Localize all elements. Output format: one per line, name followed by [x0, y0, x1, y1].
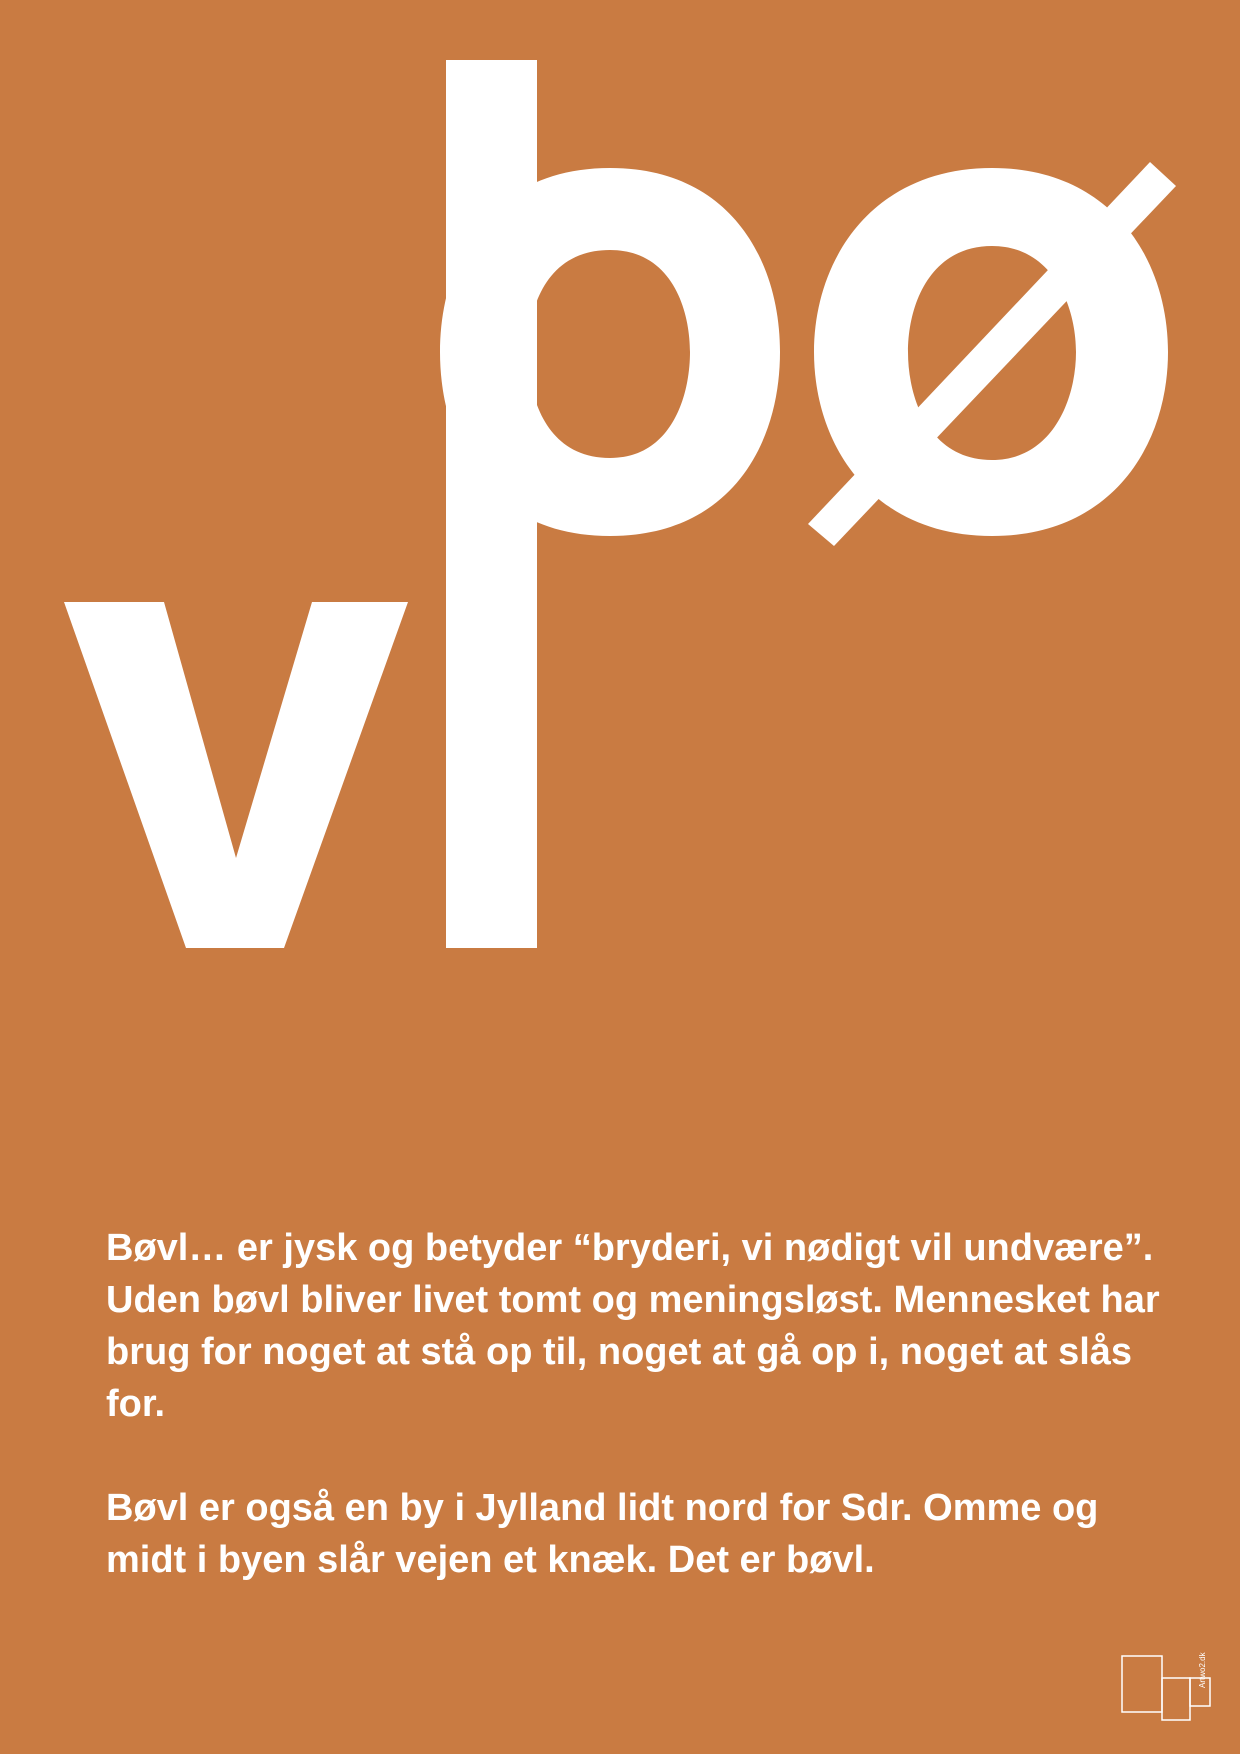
letter-o-slash: [808, 162, 1176, 546]
brand-text: Artwo2.dk: [1198, 1652, 1207, 1688]
paragraph-1: Bøvl… er jysk og betyder “bryderi, vi nødigt vil undvære”. Uden bøvl bliver livet tomt og meningsløst. Mennesket har brug for noget at stå op til, noget at gå op i, noget at slås for.: [106, 1227, 1160, 1425]
letter-v: [64, 602, 408, 948]
description-text: [106, 1222, 1186, 1638]
letter-b: [440, 60, 780, 948]
paragraph-2: Bøvl er også en by i Jylland lidt nord for Sdr. Omme og midt i byen slår vejen et knæk. Det er bøvl.: [106, 1487, 1099, 1581]
